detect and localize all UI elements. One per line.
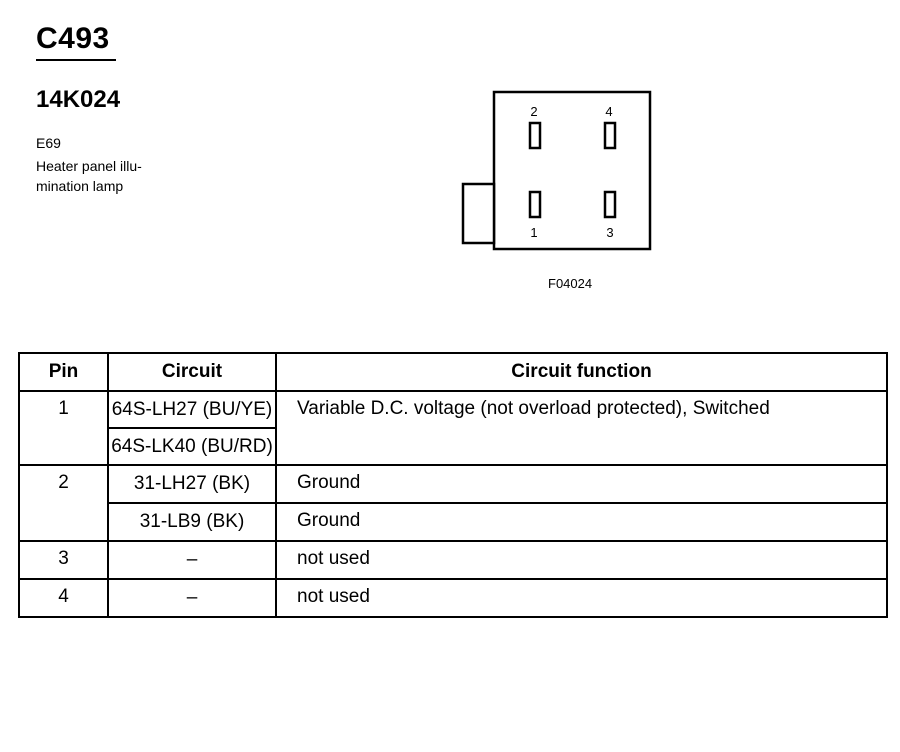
table-row	[19, 503, 887, 541]
connector-id-underline	[36, 59, 116, 61]
pin-4-label: 4	[605, 104, 613, 119]
table-row	[19, 391, 887, 428]
circuit-cell: –	[108, 579, 276, 617]
pin-cell: 3	[19, 541, 108, 579]
circuit-cell: 64S-LK40 (BU/RD)	[108, 428, 276, 465]
table-header-row	[19, 353, 887, 391]
circuit-cell: –	[108, 541, 276, 579]
circuit-cell: 31-LB9 (BK)	[108, 503, 276, 541]
connector-description: Heater panel illu- mination lamp	[36, 158, 142, 194]
function-cell: Ground	[276, 503, 887, 541]
header-circuit-function: Circuit function	[276, 353, 887, 391]
connector-body	[494, 92, 650, 249]
pin-1-terminal	[530, 192, 540, 217]
pin-2-terminal	[530, 123, 540, 148]
connector-latch-tab	[463, 184, 494, 243]
pin-table	[18, 352, 888, 618]
pin-cell: 2	[19, 465, 108, 541]
table-row	[19, 465, 887, 503]
function-cell: not used	[276, 541, 887, 579]
pin-cell: 4	[19, 579, 108, 617]
connector-id: C493	[36, 22, 110, 55]
circuit-cell: 64S-LH27 (BU/YE)	[108, 391, 276, 428]
function-cell: Variable D.C. voltage (not overload protected), Switched	[276, 391, 887, 465]
location-code: E69	[36, 135, 61, 151]
circuit-cell: 31-LH27 (BK)	[108, 465, 276, 503]
pin-1-label: 1	[530, 225, 538, 240]
header-circuit: Circuit	[108, 353, 276, 391]
header-pin: Pin	[19, 353, 108, 391]
connector-face-diagram	[460, 90, 656, 256]
pin-3-label: 3	[606, 225, 614, 240]
table-row	[19, 579, 887, 617]
pin-cell: 1	[19, 391, 108, 465]
figure-code: F04024	[548, 276, 593, 291]
function-cell: not used	[276, 579, 887, 617]
pin-3-terminal	[605, 192, 615, 217]
table-row	[19, 541, 887, 579]
pin-2-label: 2	[530, 104, 538, 119]
function-cell: Ground	[276, 465, 887, 503]
part-number: 14K024	[36, 86, 121, 113]
pin-4-terminal	[605, 123, 615, 148]
